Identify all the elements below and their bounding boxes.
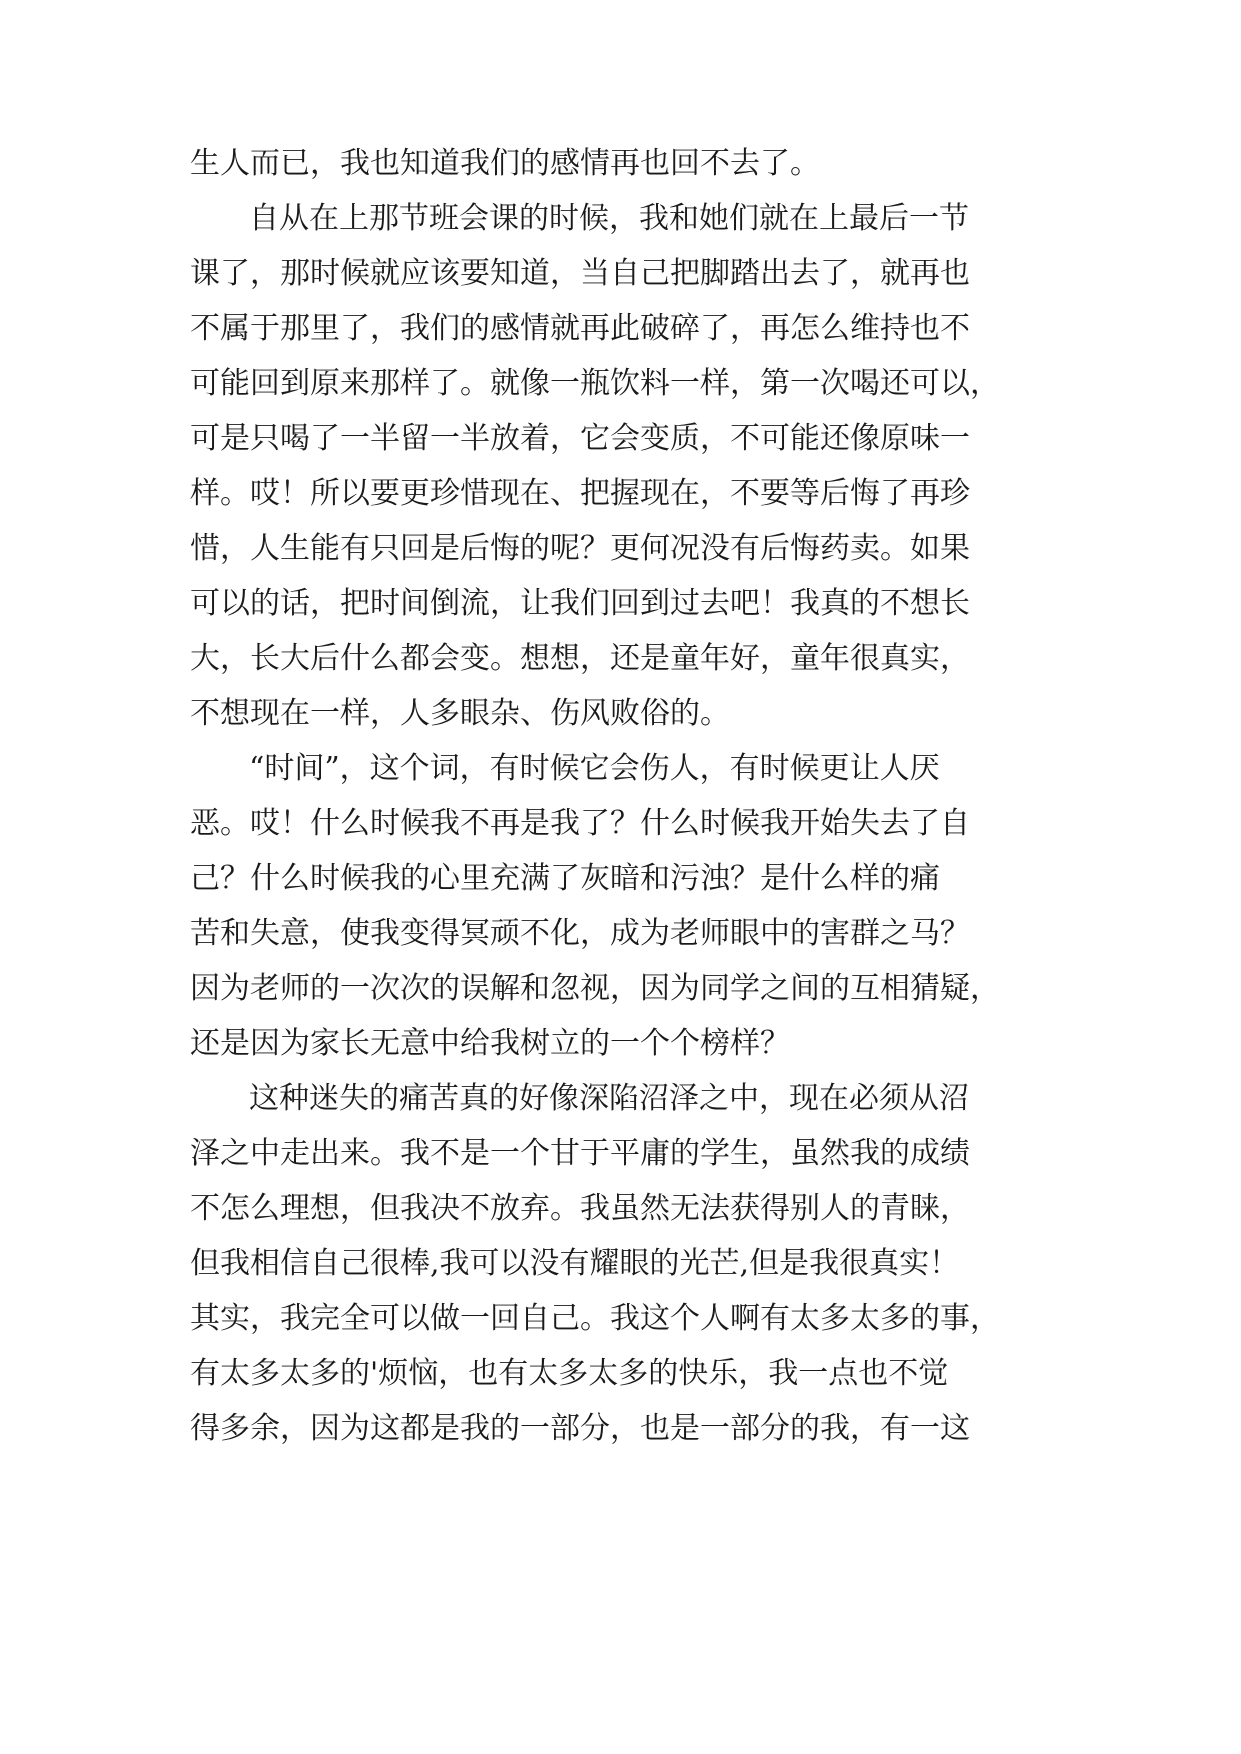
text-line: 还是因为家长无意中给我树立的一个个榜样？ xyxy=(190,1026,790,1061)
paragraph-first-line: 这种迷失的痛苦真的好像深陷沼泽之中，现在必须从沼 xyxy=(249,1081,969,1116)
text-line: 可是只喝了一半留一半放着，它会变质，不可能还像原味一 xyxy=(190,421,970,456)
text-line: 不属于那里了，我们的感情就再此破碎了，再怎么维持也不 xyxy=(190,311,970,346)
text-line: 有太多太多的'烦恼，也有太多太多的快乐，我一点也不觉 xyxy=(190,1356,949,1391)
text-line: 可以的话，把时间倒流，让我们回到过去吧！我真的不想长 xyxy=(190,586,970,621)
text-line: 大，长大后什么都会变。想想，还是童年好，童年很真实， xyxy=(190,641,970,676)
text-line: 己？什么时候我的心里充满了灰暗和污浊？是什么样的痛 xyxy=(190,861,940,896)
text-line: 得多余，因为这都是我的一部分，也是一部分的我，有一这 xyxy=(190,1411,970,1446)
text-line: 苦和失意，使我变得冥顽不化，成为老师眼中的害群之马？ xyxy=(190,916,970,951)
paragraph-first-line: “时间”，这个词，有时候它会伤人，有时候更让人厌 xyxy=(249,751,940,786)
text-line: 惜，人生能有只回是后悔的呢？更何况没有后悔药卖。如果 xyxy=(190,531,970,566)
text-line: 因为老师的一次次的误解和忽视，因为同学之间的互相猜疑， xyxy=(190,971,1000,1006)
text-line: 课了，那时候就应该要知道，当自己把脚踏出去了，就再也 xyxy=(190,256,970,291)
text-line: 不怎么理想，但我决不放弃。我虽然无法获得别人的青睐， xyxy=(190,1191,970,1226)
text-line: 泽之中走出来。我不是一个甘于平庸的学生，虽然我的成绩 xyxy=(190,1136,970,1171)
text-line: 但我相信自己很棒,我可以没有耀眼的光芒,但是我很真实！ xyxy=(190,1246,960,1281)
text-line: 不想现在一样，人多眼杂、伤风败俗的。 xyxy=(190,696,730,731)
text-line: 生人而已，我也知道我们的感情再也回不去了。 xyxy=(190,146,820,181)
text-line: 恶。哎！什么时候我不再是我了？什么时候我开始失去了自 xyxy=(190,806,970,841)
paragraph-first-line: 自从在上那节班会课的时候，我和她们就在上最后一节 xyxy=(249,201,969,236)
text-line: 样。哎！所以要更珍惜现在、把握现在，不要等后悔了再珍 xyxy=(190,476,970,511)
text-line: 可能回到原来那样了。就像一瓶饮料一样，第一次喝还可以， xyxy=(190,366,1000,401)
text-line: 其实，我完全可以做一回自己。我这个人啊有太多太多的事， xyxy=(190,1301,1000,1336)
